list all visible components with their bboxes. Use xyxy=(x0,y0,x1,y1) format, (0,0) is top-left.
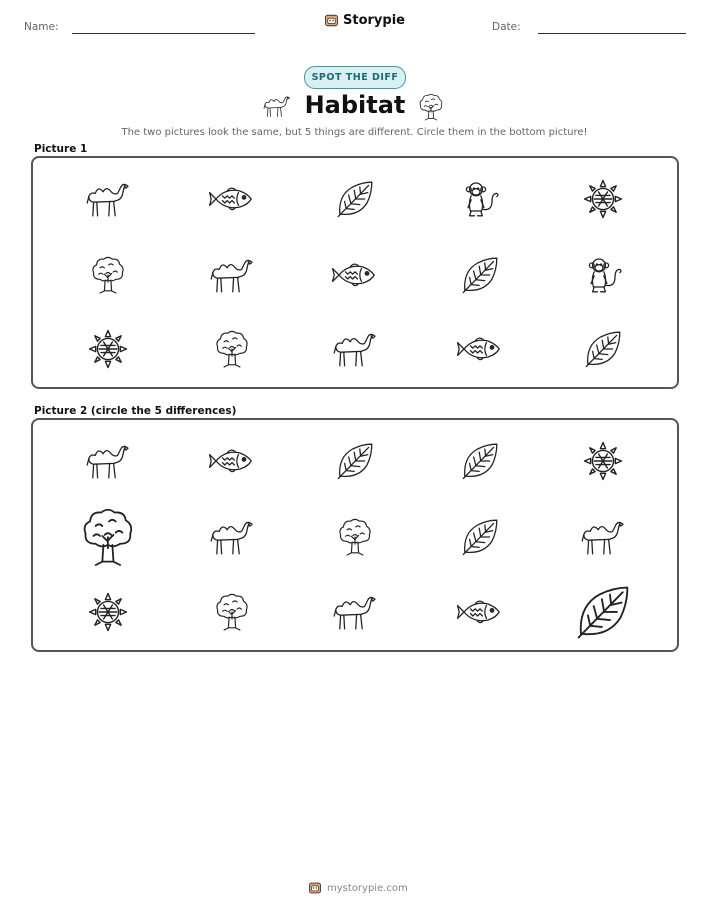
tree-icon xyxy=(418,92,444,126)
storypie-mascot-icon xyxy=(308,881,322,895)
sun-icon xyxy=(86,590,130,634)
camel-icon xyxy=(331,590,379,634)
fish-icon xyxy=(331,259,379,291)
sun-icon xyxy=(86,327,130,371)
leaf-icon xyxy=(583,327,623,371)
date-label: Date: xyxy=(492,21,521,33)
instructions: The two pictures look the same, but 5 things are different. Circle them in the bottom picture! xyxy=(121,127,588,138)
fish-icon xyxy=(208,183,256,215)
name-label: Name: xyxy=(24,21,59,33)
leaf-icon xyxy=(335,439,375,483)
camel-icon xyxy=(208,515,256,559)
picture-2-label: Picture 2 (circle the 5 differences) xyxy=(34,405,237,417)
camel-icon xyxy=(331,327,379,371)
picture-1-label: Picture 1 xyxy=(34,143,88,155)
camel-icon xyxy=(579,515,627,559)
storypie-mascot-icon xyxy=(324,13,339,28)
leaf-icon xyxy=(460,515,500,559)
brand-name: Storypie xyxy=(343,13,405,28)
date-field[interactable] xyxy=(538,33,686,34)
leaf-icon xyxy=(574,580,632,644)
spot-the-diff-badge: SPOT THE DIFF xyxy=(304,66,406,89)
fish-icon xyxy=(208,445,256,477)
picture-2-panel[interactable] xyxy=(31,418,679,652)
leaf-icon xyxy=(460,439,500,483)
tree-icon xyxy=(80,503,136,571)
camel-icon xyxy=(84,177,132,221)
brand-logo xyxy=(324,13,405,28)
sun-icon xyxy=(581,177,625,221)
footer xyxy=(308,881,408,895)
fish-icon xyxy=(456,333,504,365)
tree-icon xyxy=(337,515,373,559)
monkey-icon xyxy=(583,253,623,297)
picture-1-panel xyxy=(31,156,679,389)
fish-icon xyxy=(456,596,504,628)
camel-icon xyxy=(262,92,292,124)
camel-icon xyxy=(84,439,132,483)
footer-url: mystorypie.com xyxy=(327,882,408,894)
leaf-icon xyxy=(460,253,500,297)
sun-icon xyxy=(581,439,625,483)
camel-icon xyxy=(208,253,256,297)
monkey-icon xyxy=(460,177,500,221)
page-title: Habitat xyxy=(304,91,406,119)
leaf-icon xyxy=(335,177,375,221)
tree-icon xyxy=(90,253,126,297)
name-field[interactable] xyxy=(72,33,255,34)
tree-icon xyxy=(214,327,250,371)
tree-icon xyxy=(214,590,250,634)
